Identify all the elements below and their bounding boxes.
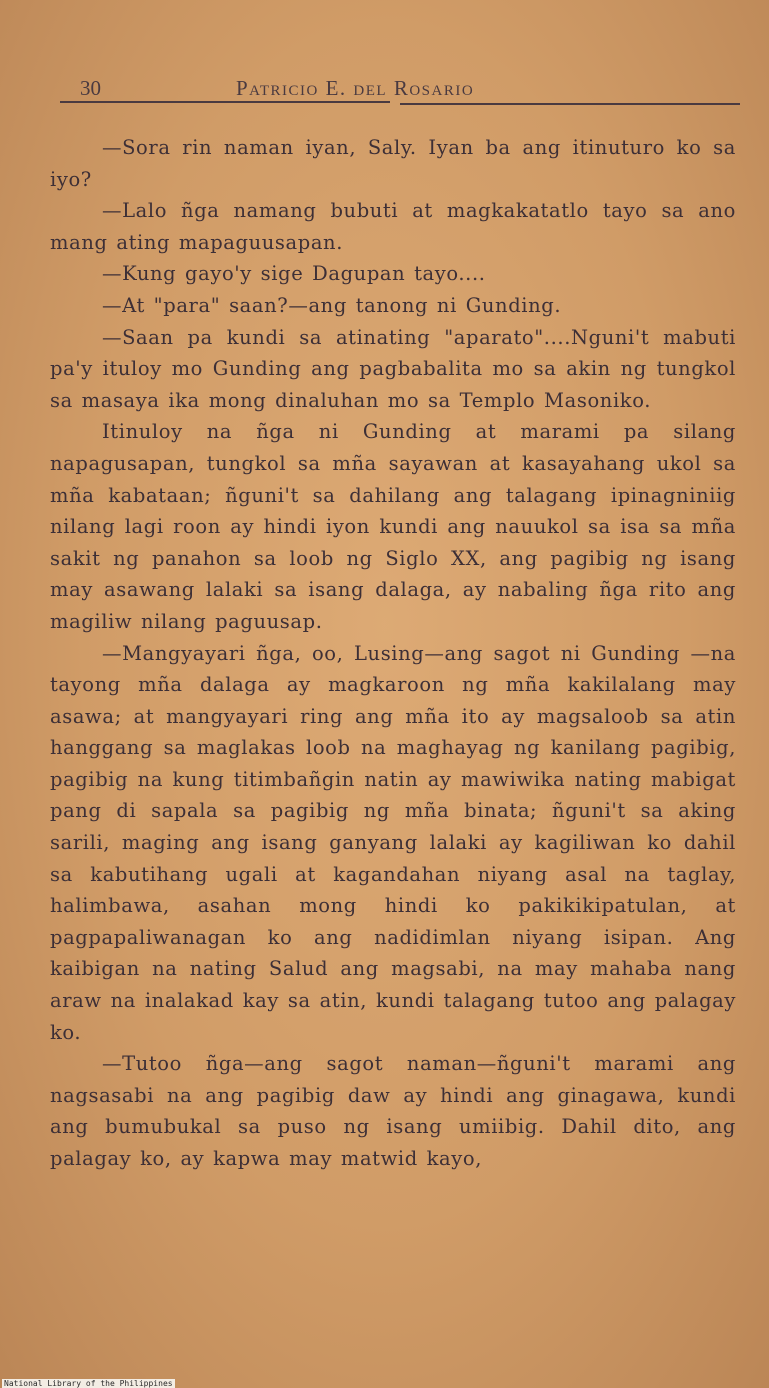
page-header	[60, 74, 740, 104]
page-number: 30	[80, 76, 101, 100]
paragraph: —Mangyayari ñga, oo, Lusing—ang sagot ni Gunding —na tayong mña dalaga ay magkaroon ng mña kakilalang may asawa; at mangyayari ring ang mña ito ay magsaloob sa atin hanggang sa maglakas loob na maghayag ng kanilang pagibig, pagibig na kung titimbañgin natin ay mawiwika nating mabigat pang di sapala sa pagibig ng mña binata; ñguni't sa aking sarili, maging ang isang ganyang lalaki ay kagiliwan ko dahil sa kabutihang ugali at kagandahan niyang asal na taglay, halimbawa, asahan mong hindi ko pakikikipatulan, at pagpapaliwanagan ko ang nadidimlan niyang isipan. Ang kaibigan na nating Salud ang magsabi, na may mahaba nang araw na inalakad kay sa atin, kundi talagang tutoo ang palagay ko.	[50, 641, 736, 1044]
paragraph: —Saan pa kundi sa atinating "aparato"....Nguni't mabuti pa'y ituloy mo Gunding ang pagbabalita mo sa akin ng tungkol sa masaya ika mong dinaluhan mo sa Templo Masoniko.	[50, 325, 736, 412]
running-head: Patricio E. del Rosario	[236, 76, 475, 100]
paragraph: —Lalo ñga namang bubuti at magkakatatlo tayo sa ano mang ating mapaguusapan.	[50, 199, 736, 254]
library-credit: National Library of the Philippines	[4, 1379, 173, 1388]
paragraph: —At "para" saan?—ang tanong ni Gunding.	[102, 293, 562, 317]
paragraph: —Kung gayo'y sige Dagupan tayo....	[102, 262, 486, 286]
paragraph: Itinuloy na ñga ni Gunding at marami pa silang napagusapan, tungkol sa mña sayawan at kasayahang ukol sa mña kabataan; ñguni't sa dahilang ang talagang ipinagniniig nilang lagi roon ay hindi iyon kundi ang nauukol sa isa sa mña sakit ng panahon sa loob ng Siglo XX, ang pagibig ng isang may asawang lalaki sa isang dalaga, ay nabaling ñga rito ang magiliw nilang paguusap.	[50, 420, 736, 633]
header-rule-right	[400, 103, 740, 105]
body-text	[50, 132, 736, 1175]
paragraph: —Sora rin naman iyan, Saly. Iyan ba ang itinuturo ko sa iyo?	[50, 136, 736, 191]
paragraph: —Tutoo ñga—ang sagot naman—ñguni't marami ang nagsasabi na ang pagibig daw ay hindi ang ginagawa, kundi ang bumubukal sa puso ng isang umiibig. Dahil dito, ang palagay ko, ay kapwa may matwid kayo,	[50, 1052, 736, 1170]
header-rule-left	[60, 101, 390, 103]
